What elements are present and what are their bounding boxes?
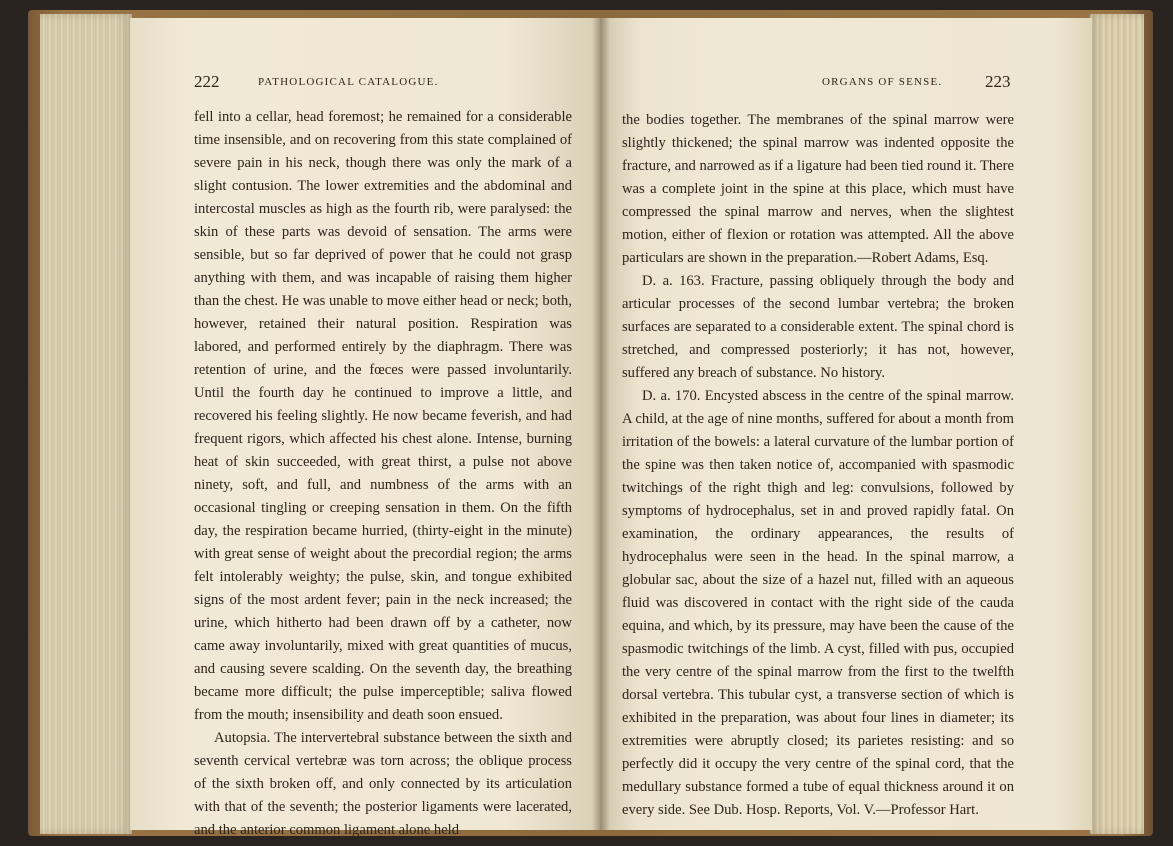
page-edges-left bbox=[40, 14, 132, 834]
left-paragraph: Autopsia. The intervertebral substance between the sixth and seventh cervical vertebræ was torn across; the oblique process of the sixth broken off, and only connected by its articulation with that of the seventh; the posterior ligaments were lacerated, and the anterior common ligament alone held bbox=[194, 730, 572, 838]
right-paragraph: D. a. 170. Encysted abscess in the centre of the spinal marrow. A child, at the age of nine months, suffered for about a month from irritation of the bowels: a lateral curvature of the lumbar portion of the spine was then taken notice of, accompanied with spasmodic twitchings of the right thigh and leg: convulsions, followed by symptoms of hydrocephalus, set in and proved rapidly fatal. On examination, the ordinary appearances, the results of hydrocephalus were seen in the head. In the spinal marrow, a globular sac, about the size of a hazel nut, filled with an aqueous fluid was discovered in contact with the right side of the cauda equina, and which, by its pressure, may have been the cause of the spasmodic twitchings of the limb. A cyst, filled with pus, occupied the very centre of the spinal marrow from the first to the twelfth dorsal vertebra. This tubular cyst, a transverse section of which is exhibited in the preparation, was about four lines in diameter; its extremities were abruptly closed; its parietes resisting: and so perfectly did it occupy the very centre of the spinal cord, that the medullary substance formed a tube of equal thickness around it on every side. See Dub. Hosp. Reports, Vol. V.—Professor Hart. bbox=[622, 388, 1014, 818]
right-paragraph: the bodies together. The membranes of the spinal marrow were slightly thickened; the spinal marrow was indented opposite the fracture, and narrowed as if a ligature had been tied round it. There was a complete joint in the spine at this place, which must have compressed the spinal marrow and nerves, when the slightest motion, either of flexion or rotation was attempted. All the above particulars are shown in the preparation.—Robert Adams, Esq. bbox=[622, 112, 1014, 266]
right-page bbox=[600, 18, 1092, 830]
left-page bbox=[130, 18, 600, 838]
page-edges-right bbox=[1090, 14, 1144, 834]
right-body-text bbox=[622, 109, 1014, 822]
right-paragraph: D. a. 163. Fracture, passing obliquely through the body and articular processes of the second lumbar vertebra; the broken surfaces are separated to a considerable extent. The spinal chord is stretched, and compressed posteriorly; it has not, however, suffered any breach of substance. No history. bbox=[622, 273, 1014, 381]
left-paragraph: fell into a cellar, head foremost; he remained for a considerable time insensible, and on recovering from this state complained of severe pain in his neck, though there was only the mark of a slight contusion. The lower extremities and the abdominal and intercostal muscles as high as the fourth rib, were paralysed: the skin of these parts was devoid of sensation. The arms were sensible, but so far deprived of power that he could not grasp anything with them, and was incapable of raising them higher than the chest. He was unable to move either head or neck; both, however, retained their natural position. Respiration was labored, and performed entirely by the diaphragm. There was retention of urine, and the fœces were passed involuntarily. Until the fourth day he continued to improve a little, and recovered his feeling slightly. He now became feverish, and had frequent rigors, which affected his chest alone. Intense, burning heat of skin succeeded, with great thirst, a pulse not above ninety, soft, and full, and numbness of the arms with an occasional tingling or creeping sensation in them. On the fifth day, the respiration became hurried, (thirty-eight in the minute) with great sense of weight about the precordial region; the arms felt intolerably weighty; the pulse, skin, and tongue exhibited signs of the most ardent fever; pain in the neck increased; the urine, which hitherto had been drawn off by a catheter, now came away involuntarily, mixed with great quantities of mucus, and causing severe scalding. On the seventh day, the breathing became more difficult; the pulse imperceptible; saliva flowed from the mouth; insensibility and death soon ensued. bbox=[194, 109, 572, 723]
right-page-number: 223 bbox=[985, 72, 1011, 91]
left-page-number: 222 bbox=[194, 72, 220, 91]
book-gutter bbox=[592, 18, 610, 830]
right-running-head: ORGANS OF SENSE. bbox=[822, 76, 943, 88]
left-running-head: PATHOLOGICAL CATALOGUE. bbox=[258, 76, 439, 88]
left-body-text bbox=[194, 106, 572, 842]
